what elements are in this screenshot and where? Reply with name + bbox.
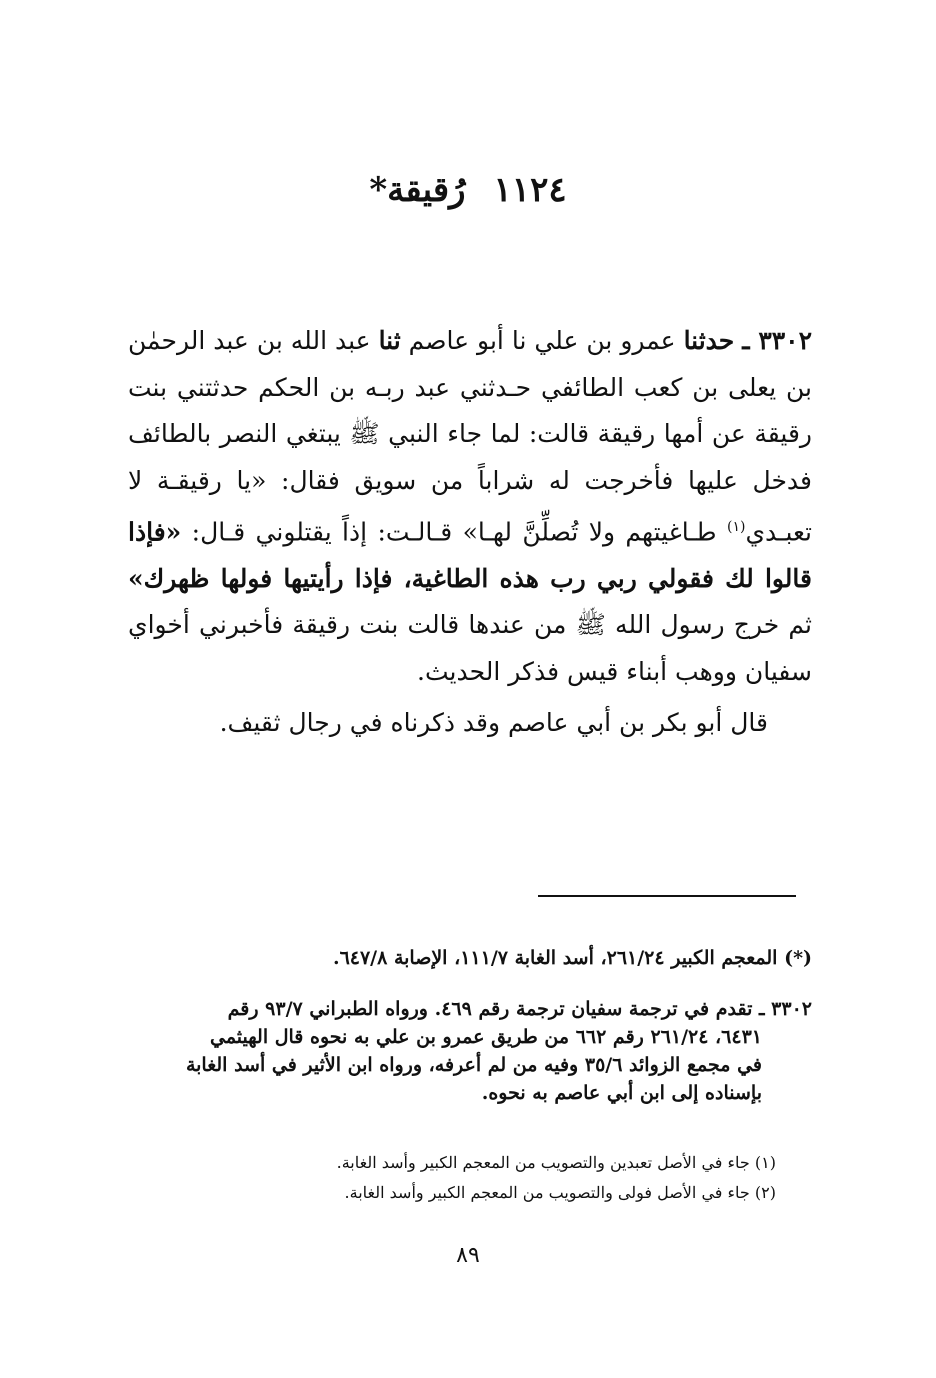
hadith-text-part: ثم خرج رسول الله ﷺ من عندها قالت بنت رقيقة فأخبرني أخواي سفيان ووهب أبناء قيس فذكر الحديث. [128, 610, 812, 686]
page-number: ٨٩ [456, 1243, 480, 1268]
footnote-hadith-line: بإسناده إلى ابن أبي عاصم به نحوه. [481, 1082, 762, 1104]
footnote-divider [538, 895, 796, 897]
entry-heading [0, 170, 936, 210]
entry-name: رُقيقة* [369, 170, 466, 210]
hadith-number: ٣٣٠٢ ـ [742, 326, 813, 355]
footnote-2: (٢) جاء في الأصل فولى والتصويب من المعجم الكبير وأسد الغابة. [344, 1183, 776, 1202]
footnote-star [122, 944, 812, 972]
footnote-hadith-line: ٦٤٣١، ٢٦١/٢٤ رقم ٦٦٢ من طريق عمرو بن علي به نحوه قال الهيثمي [209, 1026, 762, 1048]
closing-note: قال أبو بكر بن أبي عاصم وقد ذكرناه في رجال ثقيف. [219, 708, 768, 737]
isnad-lead: حدثنا [683, 326, 735, 355]
footnote-star-text: (*) المعجم الكبير ٢٦١/٢٤، أسد الغابة ١١١/٧، الإصابة ٦٤٧/٨. [332, 947, 812, 969]
footnote-1: (١) جاء في الأصل تعبدين والتصويب من المعجم الكبير وأسد الغابة. [336, 1153, 776, 1172]
entry-number: ١١٢٤ [493, 170, 567, 210]
footnote-hadith-line: في مجمع الزوائد ٣٥/٦ وفيه من لم أعرفه، ورواه ابن الأثير في أسد الغابة [185, 1054, 762, 1076]
footnote-hadith [122, 995, 812, 1107]
hadith-text [128, 318, 812, 695]
hadith-text-part: طـاغيتهم ولا تُصلِّنَّ لهـا» قـالـت: إذاً يقتلوني قـال: [191, 517, 717, 547]
footnote-ref[interactable]: (١) [726, 519, 746, 535]
footnote-hadith-line: ٣٣٠٢ ـ تقدم في ترجمة سفيان ترجمة رقم ٤٦٩. ورواه الطبراني ٩٣/٧ رقم [227, 998, 812, 1020]
hadith-quote: «فإذا قالوا لك فقولي ربي رب هذه الطاغية، فإذا رأيتيها فولها ظهرك» [128, 517, 812, 593]
hadith-text-part: عمرو بن علي نا أبو عاصم [408, 326, 676, 355]
isnad-mid: ثنا [378, 326, 401, 355]
hadith-text-part: عبد الله بن عبد الرحمٰن بن يعلى بن كعب الطائفي حـدثني عبد ربـه بن الحكم حدثتني بنت رقيقة عن أمها رقيقة قالت: لما جاء النبي ﷺ يبتغي النصر بالطائف فدخل عليها فأخرجت له شراباً من سويق فقال: «يا رقيقـة لا تعبـدي [128, 326, 813, 547]
